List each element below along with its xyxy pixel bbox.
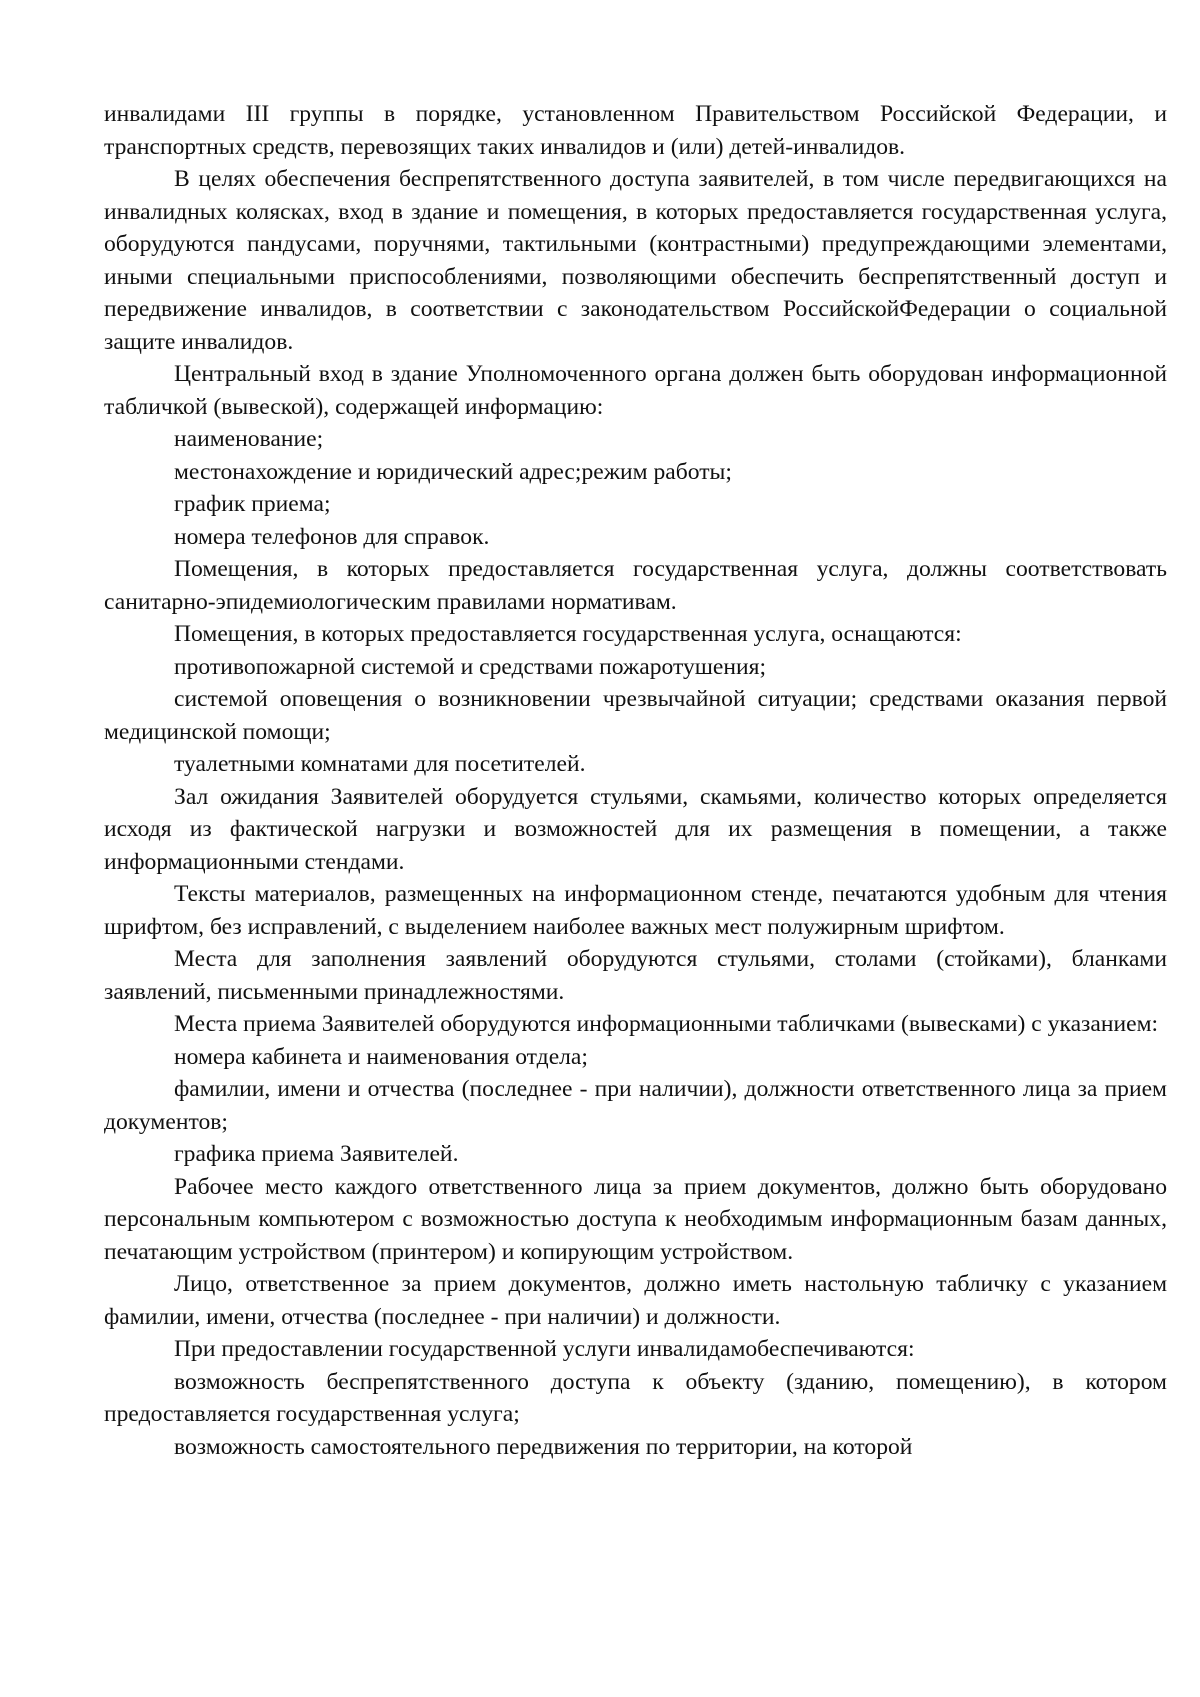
paragraph-premises-equipment: Помещения, в которых предоставляется государственная услуга, оснащаются:: [174, 621, 962, 647]
paragraph-desk-sign: Лицо, ответственное за прием документов, должно иметь настольную табличку с указанием фамилии, имени, отчества (последнее - при наличии) и должности.: [104, 1271, 1167, 1330]
list-item-fire-system: противопожарной системой и средствами пожаротушения;: [174, 653, 767, 680]
paragraph-continuation: инвалидами III группы в порядке, установленном Правительством Российской Федерации, и транспортных средств, перевозящих таких инвалидов и (или) детей-инвалидов.: [104, 101, 1167, 160]
document-text: [104, 98, 1167, 1463]
paragraph-waiting-hall: Зал ожидания Заявителей оборудуется стульями, скамьями, количество которых определяется исходя из фактической нагрузки и возможностей для их размещения в помещении, а также информационными стендами.: [104, 783, 1167, 875]
paragraph-accessibility-equipment: В целях обеспечения беспрепятственного доступа заявителей, в том числе передвигающихся на инвалидных колясках, вход в здание и помещения, в которых предоставляется государственная услуга, оборудуются пандусами, поручнями, тактильными (контрастными) предупреждающими элементами, иными специальными приспособлениями, позволяющими обеспечить беспрепятственный доступ и передвижение инвалидов, в соответствии с законодательством РоссийскойФедерации о социальной защите инвалидов.: [104, 166, 1167, 355]
paragraph-stand-texts: Тексты материалов, размещенных на информационном стенде, печатаются удобным для чтения шрифтом, без исправлений, с выделением наиболее важных мест полужирным шрифтом.: [104, 881, 1167, 940]
paragraph-entrance-sign: Центральный вход в здание Уполномоченного органа должен быть оборудован информационной табличкой (вывеской), содержащей информацию:: [104, 361, 1167, 420]
list-item-name: наименование;: [174, 426, 324, 452]
paragraph-disabled-provisions: При предоставлении государственной услуги инвалидамобеспечиваются:: [174, 1336, 915, 1362]
paragraph-sanitary-rules: Помещения, в которых предоставляется государственная услуга, должны соответствовать санитарно-эпидемиологическим правилами нормативам.: [104, 556, 1167, 615]
list-item-access: возможность беспрепятственного доступа к объекту (зданию, помещению), в котором предоставляется государственная услуга;: [104, 1368, 1167, 1427]
list-item-location: местонахождение и юридический адрес;режим работы;: [174, 458, 732, 485]
paragraph-reception-signs: Места приема Заявителей оборудуются информационными табличками (вывесками) с указанием:: [174, 1011, 1159, 1037]
paragraph-application-places: Места для заполнения заявлений оборудуются стульями, столами (стойками), бланками заявлений, письменными принадлежностями.: [104, 946, 1167, 1005]
paragraph-workplace: Рабочее место каждого ответственного лица за прием документов, должно быть оборудовано персональным компьютером с возможностью доступа к необходимым информационным базам данных, печатающим устройством (принтером) и копирующим устройством.: [104, 1173, 1167, 1265]
list-item-movement: возможность самостоятельного передвижения по территории, на которой: [174, 1433, 913, 1460]
list-item-phones: номера телефонов для справок.: [174, 523, 490, 550]
list-item-schedule: график приема;: [174, 491, 331, 517]
list-item-toilets: туалетными комнатами для посетителей.: [174, 751, 586, 777]
list-item-office-number: номера кабинета и наименования отдела;: [174, 1043, 588, 1070]
list-item-responsible-person: фамилии, имени и отчества (последнее - при наличии), должности ответственного лица за прием документов;: [104, 1076, 1167, 1135]
list-item-emergency-alert: системой оповещения о возникновении чрезвычайной ситуации; средствами оказания первой медицинской помощи;: [104, 686, 1167, 745]
list-item-reception-schedule: графика приема Заявителей.: [174, 1141, 459, 1167]
